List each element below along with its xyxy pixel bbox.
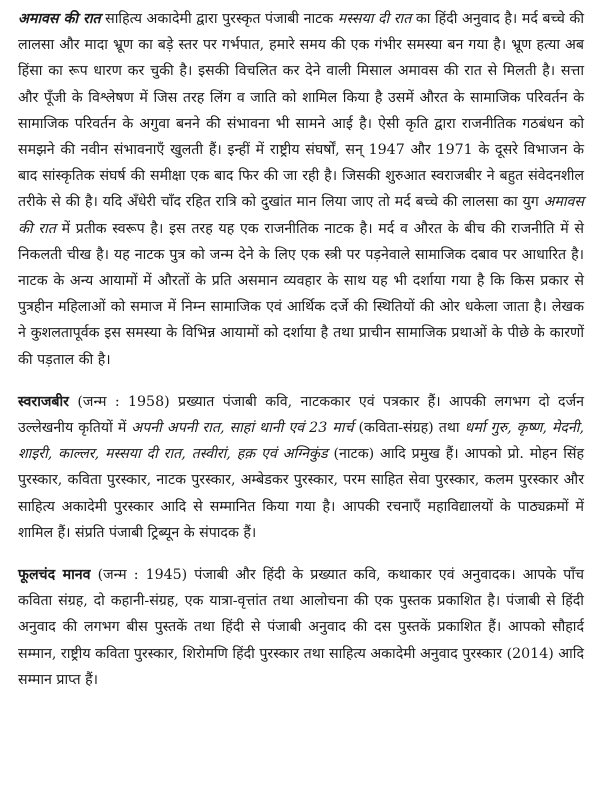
play-titles: धर्मा गुरु, कृष्ण, मेदनी, शाइरी, काल्लर, मस्सया दी रात, तस्वीरां, हक़ एवं अग्निकुंड xyxy=(18,420,584,463)
body-text: साहित्य अकादेमी द्वारा पुरस्कृत पंजाबी नाटक xyxy=(100,11,338,27)
paragraph-translator-phoolchand xyxy=(18,562,584,693)
body-text: में प्रतीक स्वरूप है। इस तरह यह एक राजनीतिक नाटक है। मर्द व औरत के बीच की राजनीति में से निकलती चीख है। यह नाटक पुत्र को जन्म देने के लिए एक स्त्री पर पड़नेवाले सामाजिक दबाव पर आधारित है। नाटक के अन्य आयामों में औरतों के प्रति असमान व्यवहार के साथ यह भी दर्शाया गया है कि किस प्रकार से पुत्रहीन महिलाओं को समाज में निम्न सामाजिक एवं आर्थिक दर्जे की स्थितियों की ओर धकेला जाता है। लेखक ने कुशलतापूर्वक इस समस्या के विभिन्न आयामों को दर्शाया है तथा प्राचीन सामाजिक प्रथाओं के पीछे के कारणों की पड़ताल की है। xyxy=(18,220,584,368)
book-title-inline: अमावस की रात xyxy=(18,194,584,237)
original-play-title: मस्सया दी रात xyxy=(337,11,412,27)
poetry-collection-titles: अपनी अपनी रात, साहां थानी एवं 23 मार्च xyxy=(131,420,354,437)
book-title-amavas-ki-raat: अमावस की रात xyxy=(18,11,101,27)
body-text: (जन्म : 1958) प्रख्यात पंजाबी कवि, नाटककार एवं पत्रकार हैं। आपकी लगभग दो दर्जन उल्लेखनीय कृतियों में xyxy=(18,393,584,437)
body-text: (जन्म : 1945) पंजाबी और हिंदी के प्रख्यात कवि, कथाकार एवं अनुवादक। आपके पाँच कविता संग्रह, दो कहानी-संग्रह, एक यात्रा-वृत्तांत तथा आलोचना की एक पुस्तक प्रकाशित है। पंजाबी से हिंदी अनुवाद की लगभग बीस पुस्तकें तथा हिंदी से पंजाबी अनुवाद की दस पुस्तकें प्रकाशित हैं। आपको सौहार्द सम्मान, राष्ट्रीय कविता पुरस्कार, शिरोमणि हिंदी पुरस्कार तथा साहित्य अकादेमी अनुवाद पुरस्कार (2014) आदि सम्मान प्राप्त हैं। xyxy=(18,567,584,688)
book-page-text xyxy=(18,6,584,693)
paragraph-amavas-ki-raat xyxy=(18,6,584,373)
body-text: का हिंदी अनुवाद है। मर्द बच्चे की लालसा और मादा भ्रूण का बड़े स्तर पर गर्भपात, हमारे समय की एक गंभीर समस्या बन गया है। भ्रूण हत्या अब हिंसा का रूप धारण कर चुकी है। इसकी विचलित कर देने वाली मिसाल अमावस की रात से मिलती है। सत्ता और पूँजी के विश्लेषण में जिस तरह लिंग व जाति को शामिल किया है उसमें औरत के सामाजिक परिवर्तन के सामाजिक परिवर्तन के अगुवा बनने की संभावना भी सामने आई है। ऐसी कृति द्वारा राजनीतिक गठबंधन को समझने की नवीन संभावनाएँ खुलती हैं। इन्हीं में राष्ट्रीय संघर्षों, सन् 1947 और 1971 के दूसरे विभाजन के बाद सांस्कृतिक संघर्ष की समीक्षा एक बाद फिर की जा रही है। जिसकी शुरुआत स्वराजबीर ने बहुत संवेदनशील तरीके से की है। यदि अँधेरी चाँद रहित रात्रि को दुखांत मान लिया जाए तो मर्द बच्चे की लालसा का युग xyxy=(18,11,585,211)
translator-name-phoolchand-manav: फूलचंद मानव xyxy=(18,567,91,584)
body-text: (नाटक) आदि प्रमुख हैं। आपको प्रो. मोहन सिंह पुरस्कार, कविता पुरस्कार, नाटक पुरस्कार, अम्बेडकर पुरस्कार, परम साहित सेवा पुरस्कार, कलम पुरस्कार और साहित्य अकादेमी पुरस्कार आदि से सम्मानित किया गया है। आपकी रचनाएँ महाविद्यालयों के पाठ्यक्रमों में शामिल हैं। संप्रति पंजाबी ट्रिब्यून के संपादक हैं। xyxy=(18,446,585,541)
paragraph-author-swarajbir xyxy=(18,389,584,546)
author-name-swarajbir: स्वराजबीर xyxy=(18,393,69,410)
body-text: (कविता-संग्रह) तथा xyxy=(353,420,465,437)
